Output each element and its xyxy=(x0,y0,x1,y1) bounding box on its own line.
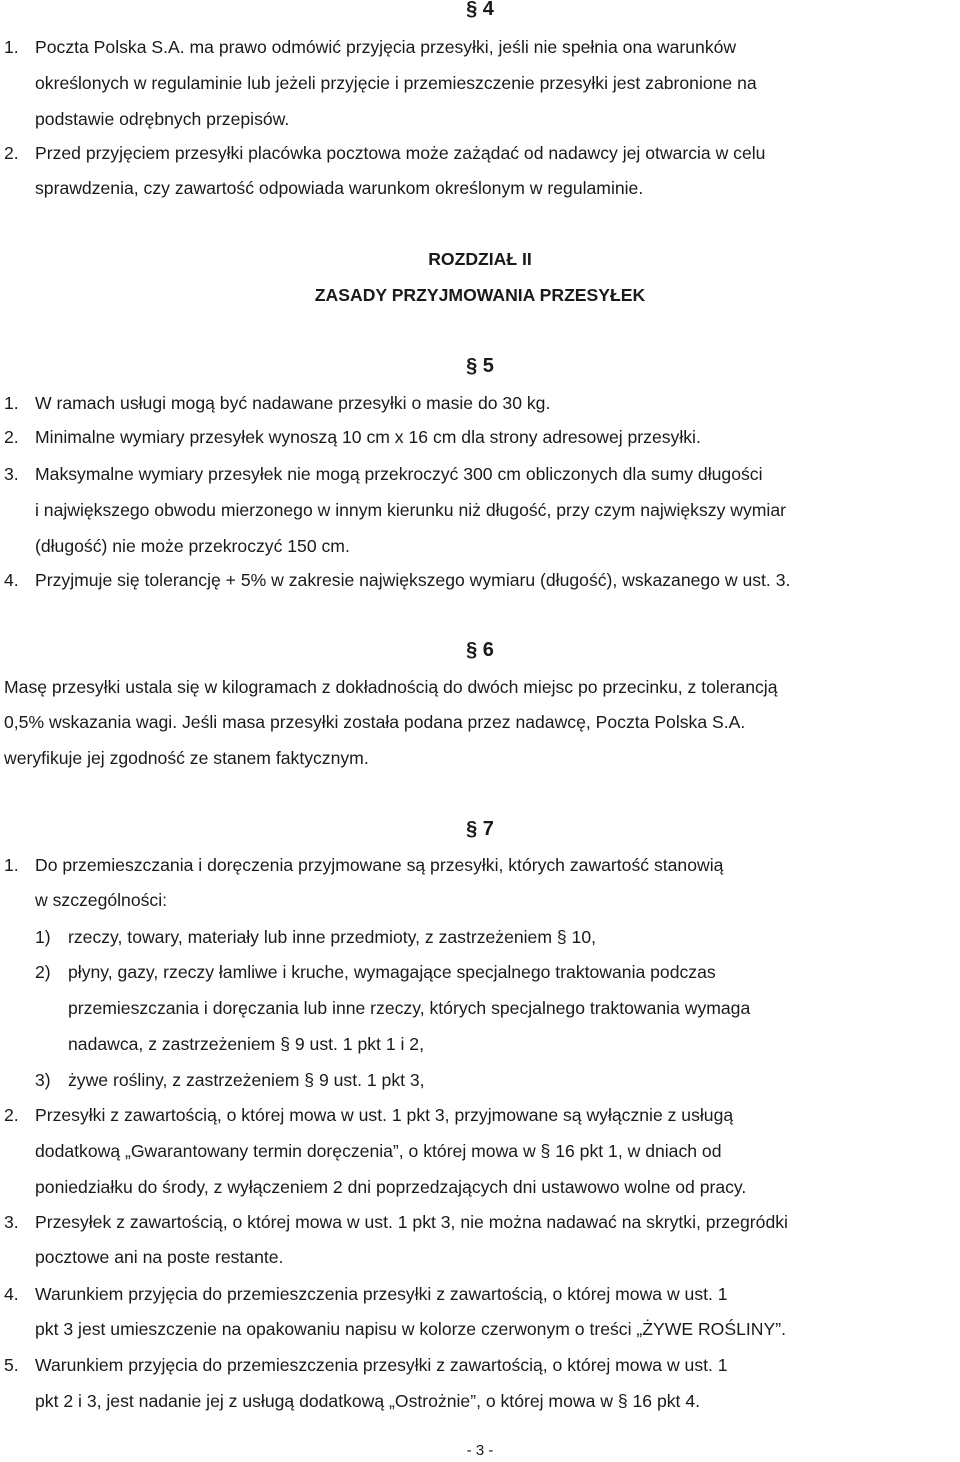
s7-p4-line-2: pkt 3 jest umieszczenie na opakowaniu napisu w kolorze czerwonym o treści „ŻYWE ROŚLINY”. xyxy=(35,1319,786,1339)
s7-item-2-number: 2) xyxy=(35,962,51,982)
s7-item-1-number: 1) xyxy=(35,927,51,947)
s5-p2-number: 2. xyxy=(4,427,19,447)
s4-p2-line-1: Przed przyjęciem przesyłki placówka pocztowa może zażądać od nadawcy jej otwarcia w celu xyxy=(35,143,766,163)
s7-item-3-line-1: żywe rośliny, z zastrzeżeniem § 9 ust. 1 pkt 3, xyxy=(68,1070,425,1090)
section-5-heading: § 5 xyxy=(466,355,494,377)
section-6-heading: § 6 xyxy=(466,639,494,661)
s6-line-3: weryfikuje jej zgodność ze stanem faktycznym. xyxy=(4,748,369,768)
s7-p1-line-1: Do przemieszczania i doręczenia przyjmowane są przesyłki, których zawartość stanowią xyxy=(35,855,724,875)
s7-p2-line-1: Przesyłki z zawartością, o której mowa w ust. 1 pkt 3, przyjmowane są wyłącznie z usługą xyxy=(35,1105,734,1125)
s7-p2-line-3: poniedziałku do środy, z wyłączeniem 2 dni poprzedzających dni ustawowo wolne od pracy. xyxy=(35,1177,747,1197)
s7-p5-line-1: Warunkiem przyjęcia do przemieszczenia przesyłki z zawartością, o której mowa w ust. 1 xyxy=(35,1355,728,1375)
s7-p4-line-1: Warunkiem przyjęcia do przemieszczenia przesyłki z zawartością, o której mowa w ust. 1 xyxy=(35,1284,728,1304)
s4-p1-line-3: podstawie odrębnych przepisów. xyxy=(35,109,290,129)
s5-p3-number: 3. xyxy=(4,464,19,484)
section-7-heading: § 7 xyxy=(466,818,494,840)
s4-p2-line-2: sprawdzenia, czy zawartość odpowiada warunkom określonym w regulaminie. xyxy=(35,178,644,198)
s7-item-3-number: 3) xyxy=(35,1070,51,1090)
chapter-title: ZASADY PRZYJMOWANIA PRZESYŁEK xyxy=(314,285,646,305)
chapter-number: ROZDZIAŁ II xyxy=(428,249,532,269)
s7-p3-line-1: Przesyłek z zawartością, o której mowa w ust. 1 pkt 3, nie można nadawać na skrytki, przegródki xyxy=(35,1212,788,1232)
s7-item-2-line-2: przemieszczania i doręczania lub inne rzeczy, których specjalnego traktowania wymaga xyxy=(68,998,751,1018)
s5-p3-line-2: i największego obwodu mierzonego w innym kierunku niż długość, przy czym największy wymiar xyxy=(35,500,786,520)
s7-p5-number: 5. xyxy=(4,1355,19,1375)
s5-p2: Minimalne wymiary przesyłek wynoszą 10 cm x 16 cm dla strony adresowej przesyłki. xyxy=(35,427,701,447)
s7-p3-number: 3. xyxy=(4,1212,19,1232)
s7-item-1-line-1: rzeczy, towary, materiały lub inne przedmioty, z zastrzeżeniem § 10, xyxy=(68,927,597,947)
s6-line-2: 0,5% wskazania wagi. Jeśli masa przesyłki została podana przez nadawcę, Poczta Polska S.A. xyxy=(4,712,746,732)
s7-p4-number: 4. xyxy=(4,1284,19,1304)
page-number: - 3 - xyxy=(466,1442,494,1459)
s7-p1-line-2: w szczególności: xyxy=(35,890,168,910)
s5-p4-number: 4. xyxy=(4,570,19,590)
s5-p3-line-1: Maksymalne wymiary przesyłek nie mogą przekroczyć 300 cm obliczonych dla sumy długości xyxy=(35,464,763,484)
s7-item-2-line-3: nadawca, z zastrzeżeniem § 9 ust. 1 pkt 1 i 2, xyxy=(68,1034,424,1054)
s5-p1-number: 1. xyxy=(4,393,19,413)
s6-line-1: Masę przesyłki ustala się w kilogramach z dokładnością do dwóch miejsc po przecinku, z tolerancją xyxy=(4,677,778,697)
s7-p2-number: 2. xyxy=(4,1105,19,1125)
s5-p3-line-3: (długość) nie może przekroczyć 150 cm. xyxy=(35,536,350,556)
s4-p1-number: 1. xyxy=(4,37,19,57)
s7-item-2-line-1: płyny, gazy, rzeczy łamliwe i kruche, wymagające specjalnego traktowania podczas xyxy=(68,962,716,982)
s7-p1-number: 1. xyxy=(4,855,19,875)
section-4-heading: § 4 xyxy=(466,0,494,20)
s7-p3-line-2: pocztowe ani na poste restante. xyxy=(35,1247,284,1267)
s5-p1: W ramach usługi mogą być nadawane przesyłki o masie do 30 kg. xyxy=(35,393,551,413)
s5-p4: Przyjmuje się tolerancję + 5% w zakresie największego wymiaru (długość), wskazanego w ust. 3. xyxy=(35,570,791,590)
s4-p1-line-2: określonych w regulaminie lub jeżeli przyjęcie i przemieszczenie przesyłki jest zabronione na xyxy=(35,73,757,93)
s7-p5-line-2: pkt 2 i 3, jest nadanie jej z usługą dodatkową „Ostrożnie”, o której mowa w § 16 pkt 4. xyxy=(35,1391,700,1411)
s4-p2-number: 2. xyxy=(4,143,19,163)
s7-p2-line-2: dodatkową „Gwarantowany termin doręczenia”, o której mowa w § 16 pkt 1, w dniach od xyxy=(35,1141,722,1161)
s4-p1-line-1: Poczta Polska S.A. ma prawo odmówić przyjęcia przesyłki, jeśli nie spełnia ona warunków xyxy=(35,37,737,57)
